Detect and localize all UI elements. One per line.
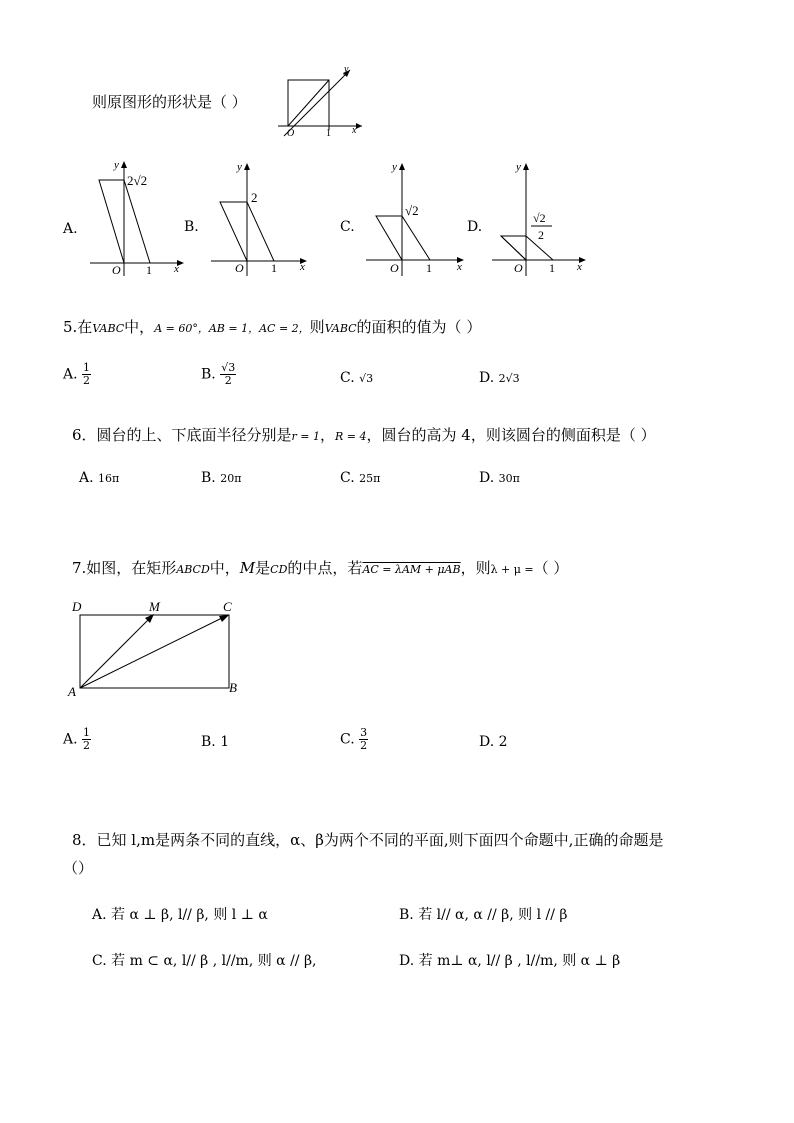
q6-sep: ， <box>320 426 336 444</box>
q7-label-a: A <box>68 684 76 699</box>
q4-fig-x: x <box>352 125 357 136</box>
q4-option-c-figure <box>364 158 474 280</box>
q4-c-y: y <box>392 161 397 173</box>
q4-fig-y: y <box>344 64 349 75</box>
q6-b-letter: B. <box>201 470 216 486</box>
q5-pre: 5.在 <box>63 318 93 336</box>
q4-d-o: O <box>514 261 523 275</box>
q8-option-b[interactable]: B. 若 l// α, α // β, 则 l // β <box>399 907 568 923</box>
q7-option-a[interactable] <box>63 727 91 752</box>
q6-d-value: 30π <box>498 472 520 485</box>
q6-option-a[interactable] <box>79 470 119 486</box>
q5-mid: 中， <box>124 318 155 336</box>
q7-a-num: 1 <box>83 726 91 739</box>
q6-d-letter: D. <box>479 470 495 486</box>
q5-a-den: 2 <box>83 374 91 387</box>
q4-option-a-letter[interactable]: A. <box>63 221 78 237</box>
q5-triangle-2: VABC <box>324 322 357 335</box>
q8-option-d[interactable]: D. 若 m⊥ α, l// β , l//m, 则 α ⊥ β <box>399 953 621 969</box>
q6-option-c[interactable] <box>340 470 380 486</box>
q7-label-c: C <box>223 599 232 614</box>
q4-option-a-figure <box>88 158 188 280</box>
q7-option-c[interactable] <box>340 727 368 752</box>
q4-d-height-den: 2 <box>538 228 544 242</box>
q6-option-b[interactable] <box>201 470 241 486</box>
q8-option-c[interactable]: C. 若 m ⊂ α, l// β , l//m, 则 α // β, <box>92 953 317 969</box>
q7-option-d-letter: D. <box>479 734 495 750</box>
q4-b-one: 1 <box>271 261 277 275</box>
q6-pre: 6．圆台的上、下底面半径分别是 <box>72 426 292 444</box>
q6-c-letter: C. <box>340 470 355 486</box>
q7-is: 是 <box>255 559 271 577</box>
q7-c-den: 2 <box>360 739 368 752</box>
q4-c-x: x <box>457 261 462 273</box>
q7-pre: 7.如图，在矩形 <box>72 559 177 577</box>
q5-a-num: 1 <box>83 361 91 374</box>
q7-option-a-letter: A. <box>63 731 78 748</box>
q4-b-o: O <box>235 261 244 275</box>
q4-b-y: y <box>237 161 242 173</box>
q6-a-value: 16π <box>98 472 120 485</box>
q5-option-a[interactable] <box>63 362 91 387</box>
q7-stem <box>72 557 568 578</box>
q7-sum: λ + μ = <box>490 563 534 576</box>
q4-a-y: y <box>114 159 119 171</box>
q6-c-value: 25π <box>359 472 381 485</box>
q6-option-d[interactable] <box>479 470 520 486</box>
q6-r: r = 1 <box>291 430 321 443</box>
q4-option-d-figure <box>490 158 596 280</box>
q5-option-a-letter: A. <box>63 366 78 383</box>
q7-label-m: M <box>149 599 160 614</box>
q5-b-den: 2 <box>224 374 232 387</box>
q4-fig-o: O <box>287 128 295 139</box>
q7-vector-equation: AC = λAM + μAB <box>362 563 461 576</box>
q7-option-d[interactable] <box>479 734 508 750</box>
q7-option-a-fraction <box>82 727 91 752</box>
q4-d-one: 1 <box>549 261 555 275</box>
q7-option-c-letter: C. <box>340 731 355 748</box>
q5-option-d-value: 2√3 <box>498 372 520 385</box>
q5-triangle: VABC <box>92 322 125 335</box>
q5-b-num: √3 <box>221 361 236 374</box>
q8-option-a[interactable]: A. 若 α ⊥ β, l// β, 则 l ⊥ α <box>92 907 268 923</box>
q4-d-y: y <box>516 161 521 173</box>
q4-b-height-label: 2 <box>251 190 258 205</box>
q7-mid2: 的中点，若 <box>287 559 363 577</box>
q7-mid: 中， <box>209 559 240 577</box>
q7-a-den: 2 <box>83 739 91 752</box>
q7-rectangle-figure <box>62 596 252 700</box>
q4-a-one: 1 <box>146 263 152 277</box>
q5-option-b-letter: B. <box>201 366 216 383</box>
q5-option-d[interactable] <box>479 370 520 386</box>
q5-option-c-value: √3 <box>359 372 374 385</box>
q4-a-o: O <box>112 263 121 277</box>
q5-option-d-letter: D. <box>479 370 495 386</box>
q5-option-c[interactable] <box>340 370 373 386</box>
q4-fig-one: 1 <box>326 128 331 139</box>
q4-intuitive-figure <box>270 60 370 140</box>
q7-paren: （ ） <box>533 559 569 577</box>
q4-a-x: x <box>174 263 179 275</box>
q5-then: 则 <box>309 318 325 336</box>
q5-option-b[interactable] <box>201 362 236 387</box>
q5-stem <box>63 316 481 337</box>
q7-label-b: B <box>229 680 237 695</box>
q4-a-height-label: 2√2 <box>127 173 148 188</box>
q7-option-b-value: 1 <box>220 734 230 750</box>
q7-label-d: D <box>72 599 82 614</box>
q4-c-one: 1 <box>426 261 432 275</box>
q7-rect: ABCD <box>176 563 210 576</box>
q7-option-b[interactable] <box>201 734 229 750</box>
q7-c-num: 3 <box>360 726 368 739</box>
q4-option-b-figure <box>207 158 317 280</box>
q4-prompt: 则原图形的形状是（ ） <box>92 93 247 111</box>
q4-d-height-num: √2 <box>533 211 546 225</box>
q4-c-o: O <box>390 261 399 275</box>
q7-option-b-letter: B. <box>201 734 216 750</box>
q4-d-x: x <box>577 261 582 273</box>
q5-cond-a: A = 60°， <box>154 322 209 335</box>
q5-cond-ab: AB = 1， <box>208 322 260 335</box>
q7-option-c-fraction <box>359 727 368 752</box>
q5-option-b-fraction <box>220 362 236 387</box>
q4-option-b-letter[interactable]: B. <box>184 219 199 235</box>
q5-option-c-letter: C. <box>340 370 355 386</box>
q5-post: 的面积的值为（ ） <box>356 318 482 336</box>
q8-stem-line2: （） <box>63 859 94 877</box>
q5-option-a-fraction <box>82 362 91 387</box>
q4-c-height-label: √2 <box>405 203 419 218</box>
q7-m: M <box>239 559 256 577</box>
q4-option-c-letter[interactable]: C. <box>340 219 355 235</box>
q6-stem <box>72 424 656 445</box>
q6-a-letter: A. <box>79 470 94 486</box>
q4-b-x: x <box>300 261 305 273</box>
q4-option-d-letter[interactable]: D. <box>467 219 483 235</box>
q8-stem-line1: 8．已知 l,m是两条不同的直线，α、β为两个不同的平面,则下面四个命题中,正确的命题是 <box>72 831 664 849</box>
q6-b-value: 20π <box>220 472 242 485</box>
q6-R: R = 4 <box>335 430 367 443</box>
q7-option-d-value: 2 <box>498 734 508 750</box>
q5-cond-ac: AC = 2， <box>259 322 310 335</box>
q7-then: ，则 <box>460 559 491 577</box>
q7-cd: CD <box>270 563 288 576</box>
q6-post: ，圆台的高为 4，则该圆台的侧面积是（ ） <box>366 426 656 444</box>
